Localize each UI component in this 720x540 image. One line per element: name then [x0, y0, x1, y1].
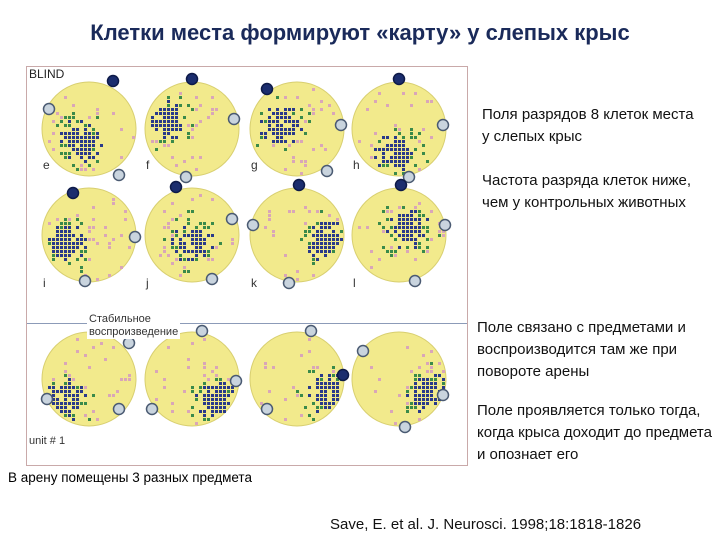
note-fields: Поля разрядов 8 клеток места у слепых крыс [482, 106, 694, 145]
unit-label: unit # 1 [29, 435, 66, 447]
object-marker [440, 220, 451, 231]
arena-map [42, 76, 136, 181]
arena-map [145, 74, 240, 183]
arena-letter: j [146, 276, 149, 290]
arena-map [248, 180, 345, 289]
arena-letter: l [353, 276, 356, 290]
object-marker [306, 326, 317, 337]
object-marker [229, 114, 240, 125]
figure-panel [26, 66, 468, 466]
object-marker [438, 120, 449, 131]
object-marker [396, 180, 407, 191]
object-marker [207, 274, 218, 285]
object-marker [44, 104, 55, 115]
object-marker [294, 180, 305, 191]
arena-letter: f [146, 158, 150, 172]
arena-letter: k [251, 276, 257, 290]
object-marker [400, 422, 411, 433]
object-marker [187, 74, 198, 85]
object-marker [248, 220, 259, 231]
object-marker [181, 172, 192, 183]
arena-letter: g [251, 158, 258, 172]
arena-map [352, 180, 451, 287]
arena-map [42, 332, 137, 426]
object-marker [114, 404, 125, 415]
arena-map [250, 326, 349, 427]
object-marker [171, 182, 182, 193]
object-marker [231, 376, 242, 387]
slide-title: Клетки места формируют «карту» у слепых крыс [90, 20, 630, 45]
object-marker [410, 276, 421, 287]
arena-map [352, 74, 449, 183]
object-marker [336, 120, 347, 131]
object-marker [108, 76, 119, 87]
object-marker [358, 346, 369, 357]
arena-letter: e [43, 158, 50, 172]
arena-letter: i [43, 276, 46, 290]
object-marker [227, 214, 238, 225]
object-marker [438, 390, 449, 401]
arena-map [145, 326, 242, 427]
arena-map [352, 332, 449, 433]
arena-map [145, 182, 239, 285]
object-marker [394, 74, 405, 85]
arena-letter: h [353, 158, 360, 172]
note-object-recognition: Поле проявляется только тогда, когда крыса доходит до предмета и опознает его [477, 402, 712, 463]
note-object-linked: Поле связано с предметами и воспроизводится там же при повороте арены [477, 319, 686, 380]
object-marker [262, 84, 273, 95]
note-firing-rate: Частота разряда клеток ниже, чем у контрольных животных [482, 172, 692, 211]
object-marker [124, 338, 135, 349]
overlay-caption: В арену помещены 3 разных предмета [8, 470, 252, 485]
object-marker [42, 394, 53, 405]
object-marker [68, 188, 79, 199]
object-marker [130, 232, 141, 243]
object-marker [338, 370, 349, 381]
stable-label: Стабильное воспроизведение [89, 313, 179, 338]
object-marker [197, 326, 208, 337]
arena-map [250, 82, 347, 177]
object-marker [322, 166, 333, 177]
object-marker [80, 276, 91, 287]
object-marker [284, 278, 295, 289]
object-marker [114, 170, 125, 181]
arena-grid [27, 67, 467, 465]
blind-label: BLIND [29, 67, 65, 81]
arena-map [42, 188, 141, 287]
object-marker [262, 404, 273, 415]
object-marker [147, 404, 158, 415]
citation: Save, E. et al. J. Neurosci. 1998;18:1818-1826 [330, 516, 642, 533]
